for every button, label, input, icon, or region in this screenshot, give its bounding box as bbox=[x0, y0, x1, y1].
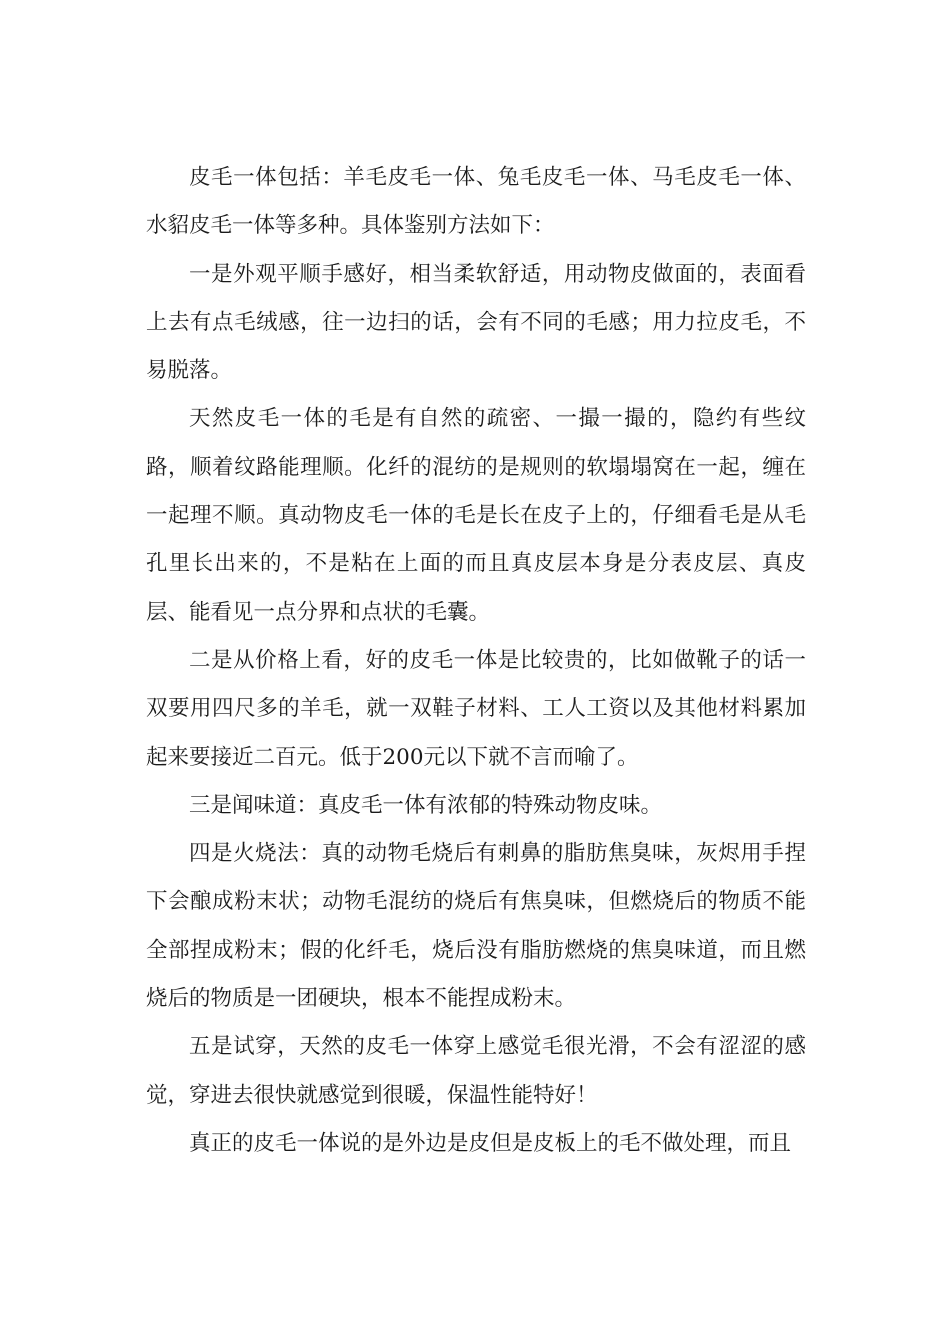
document-body bbox=[146, 154, 806, 1168]
paragraph-definition: 真正的皮毛一体说的是外边是皮但是皮板上的毛不做处理，而且 bbox=[189, 1130, 792, 1156]
paragraph-natural-texture: 天然皮毛一体的毛是有自然的疏密、一撮一撮的，隐约有些纹路，顺着纹路能理顺。化纤的混纺的是规则的软塌塌窝在一起，缠在一起理不顺。真动物皮毛一体的毛是长在皮子上的，仔细看毛是从毛孔里长出来的，不是粘在上面的而且真皮层本身是分表皮层、真皮层、能看见一点分界和点状的毛囊。 bbox=[146, 406, 806, 625]
paragraph-try-on: 五是试穿，天然的皮毛一体穿上感觉毛很光滑，不会有涩涩的感觉，穿进去很快就感觉到很暖，保温性能特好！ bbox=[146, 1034, 806, 1108]
paragraph-smell: 三是闻味道：真皮毛一体有浓郁的特殊动物皮味。 bbox=[189, 792, 663, 818]
paragraph-burn-test: 四是火烧法：真的动物毛烧后有刺鼻的脂肪焦臭味，灰烬用手捏下会酿成粉末状；动物毛混纺的烧后有焦臭味，但燃烧后的物质不能全部捏成粉末；假的化纤毛，烧后没有脂肪燃烧的焦臭味道，而且燃烧后的物质是一团硬块，根本不能捏成粉末。 bbox=[146, 841, 806, 1012]
paragraph-price: 二是从价格上看，好的皮毛一体是比较贵的，比如做靴子的话一双要用四尺多的羊毛，就一双鞋子材料、工人工资以及其他材料累加起来要接近二百元。低于200元以下就不言而喻了。 bbox=[146, 647, 806, 770]
paragraph-appearance: 一是外观平顺手感好，相当柔软舒适，用动物皮做面的，表面看上去有点毛绒感，往一边扫的话，会有不同的毛感；用力拉皮毛，不易脱落。 bbox=[146, 261, 806, 384]
paragraph-intro: 皮毛一体包括：羊毛皮毛一体、兔毛皮毛一体、马毛皮毛一体、水貂皮毛一体等多种。具体鉴别方法如下： bbox=[146, 165, 806, 239]
